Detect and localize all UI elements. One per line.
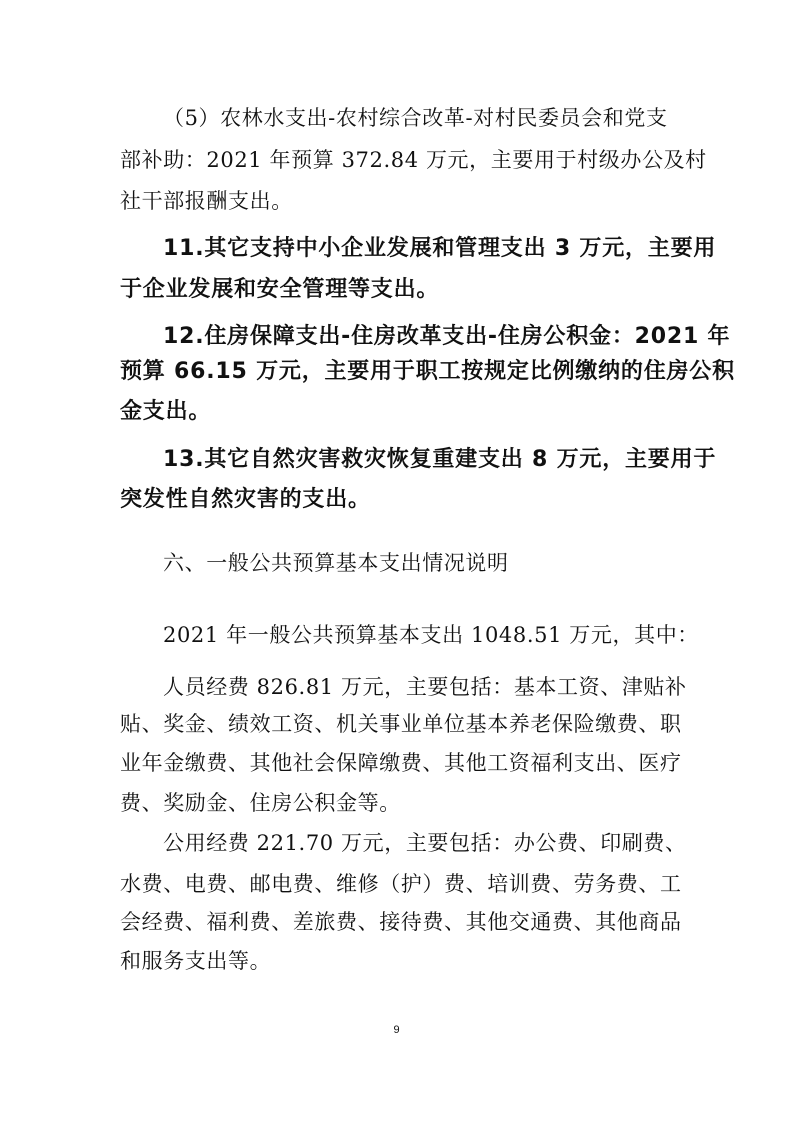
bold-item-12-line-1: 12.住房保障支出-住房改革支出-住房公积金：2021 年 — [163, 324, 731, 349]
bold-item-11-line-1: 11.其它支持中小企业发展和管理支出 3 万元，主要用 — [163, 236, 717, 261]
text-line-3: 社干部报酬支出。 — [120, 189, 293, 213]
bold-item-13-line-1: 13.其它自然灾害救灾恢复重建支出 8 万元，主要用于 — [163, 447, 717, 472]
personnel-line-3: 业年金缴费、其他社会保障缴费、其他工资福利支出、医疗 — [120, 751, 682, 775]
public-line-3: 会经费、福利费、差旅费、接待费、其他交通费、其他商品 — [120, 910, 682, 934]
page-number: 9 — [393, 1024, 400, 1036]
public-line-1: 公用经费 221.70 万元，主要包括：办公费、印刷费、 — [163, 831, 687, 855]
bold-item-11-line-2: 于企业发展和安全管理等支出。 — [120, 277, 440, 302]
bold-item-12-line-2: 预算 66.15 万元，主要用于职工按规定比例缴纳的住房公积 — [120, 359, 735, 384]
text-line-2: 部补助：2021 年预算 372.84 万元，主要用于村级办公及村 — [120, 148, 707, 172]
public-line-2: 水费、电费、邮电费、维修（护）费、培训费、劳务费、工 — [120, 872, 682, 896]
personnel-line-4: 费、奖励金、住房公积金等。 — [120, 791, 401, 815]
bold-item-12-line-3: 金支出。 — [120, 399, 212, 424]
bold-item-13-line-2: 突发性自然灾害的支出。 — [120, 487, 371, 512]
personnel-line-2: 贴、奖金、绩效工资、机关事业单位基本养老保险缴费、职 — [120, 712, 682, 736]
public-line-4: 和服务支出等。 — [120, 949, 272, 973]
text-line-summary: 2021 年一般公共预算基本支出 1048.51 万元，其中： — [163, 623, 699, 647]
personnel-line-1: 人员经费 826.81 万元，主要包括：基本工资、津贴补 — [163, 675, 687, 699]
section-heading: 六、一般公共预算基本支出情况说明 — [163, 551, 509, 575]
text-line-1: （5）农林水支出-农村综合改革-对村民委员会和党支 — [163, 106, 668, 130]
